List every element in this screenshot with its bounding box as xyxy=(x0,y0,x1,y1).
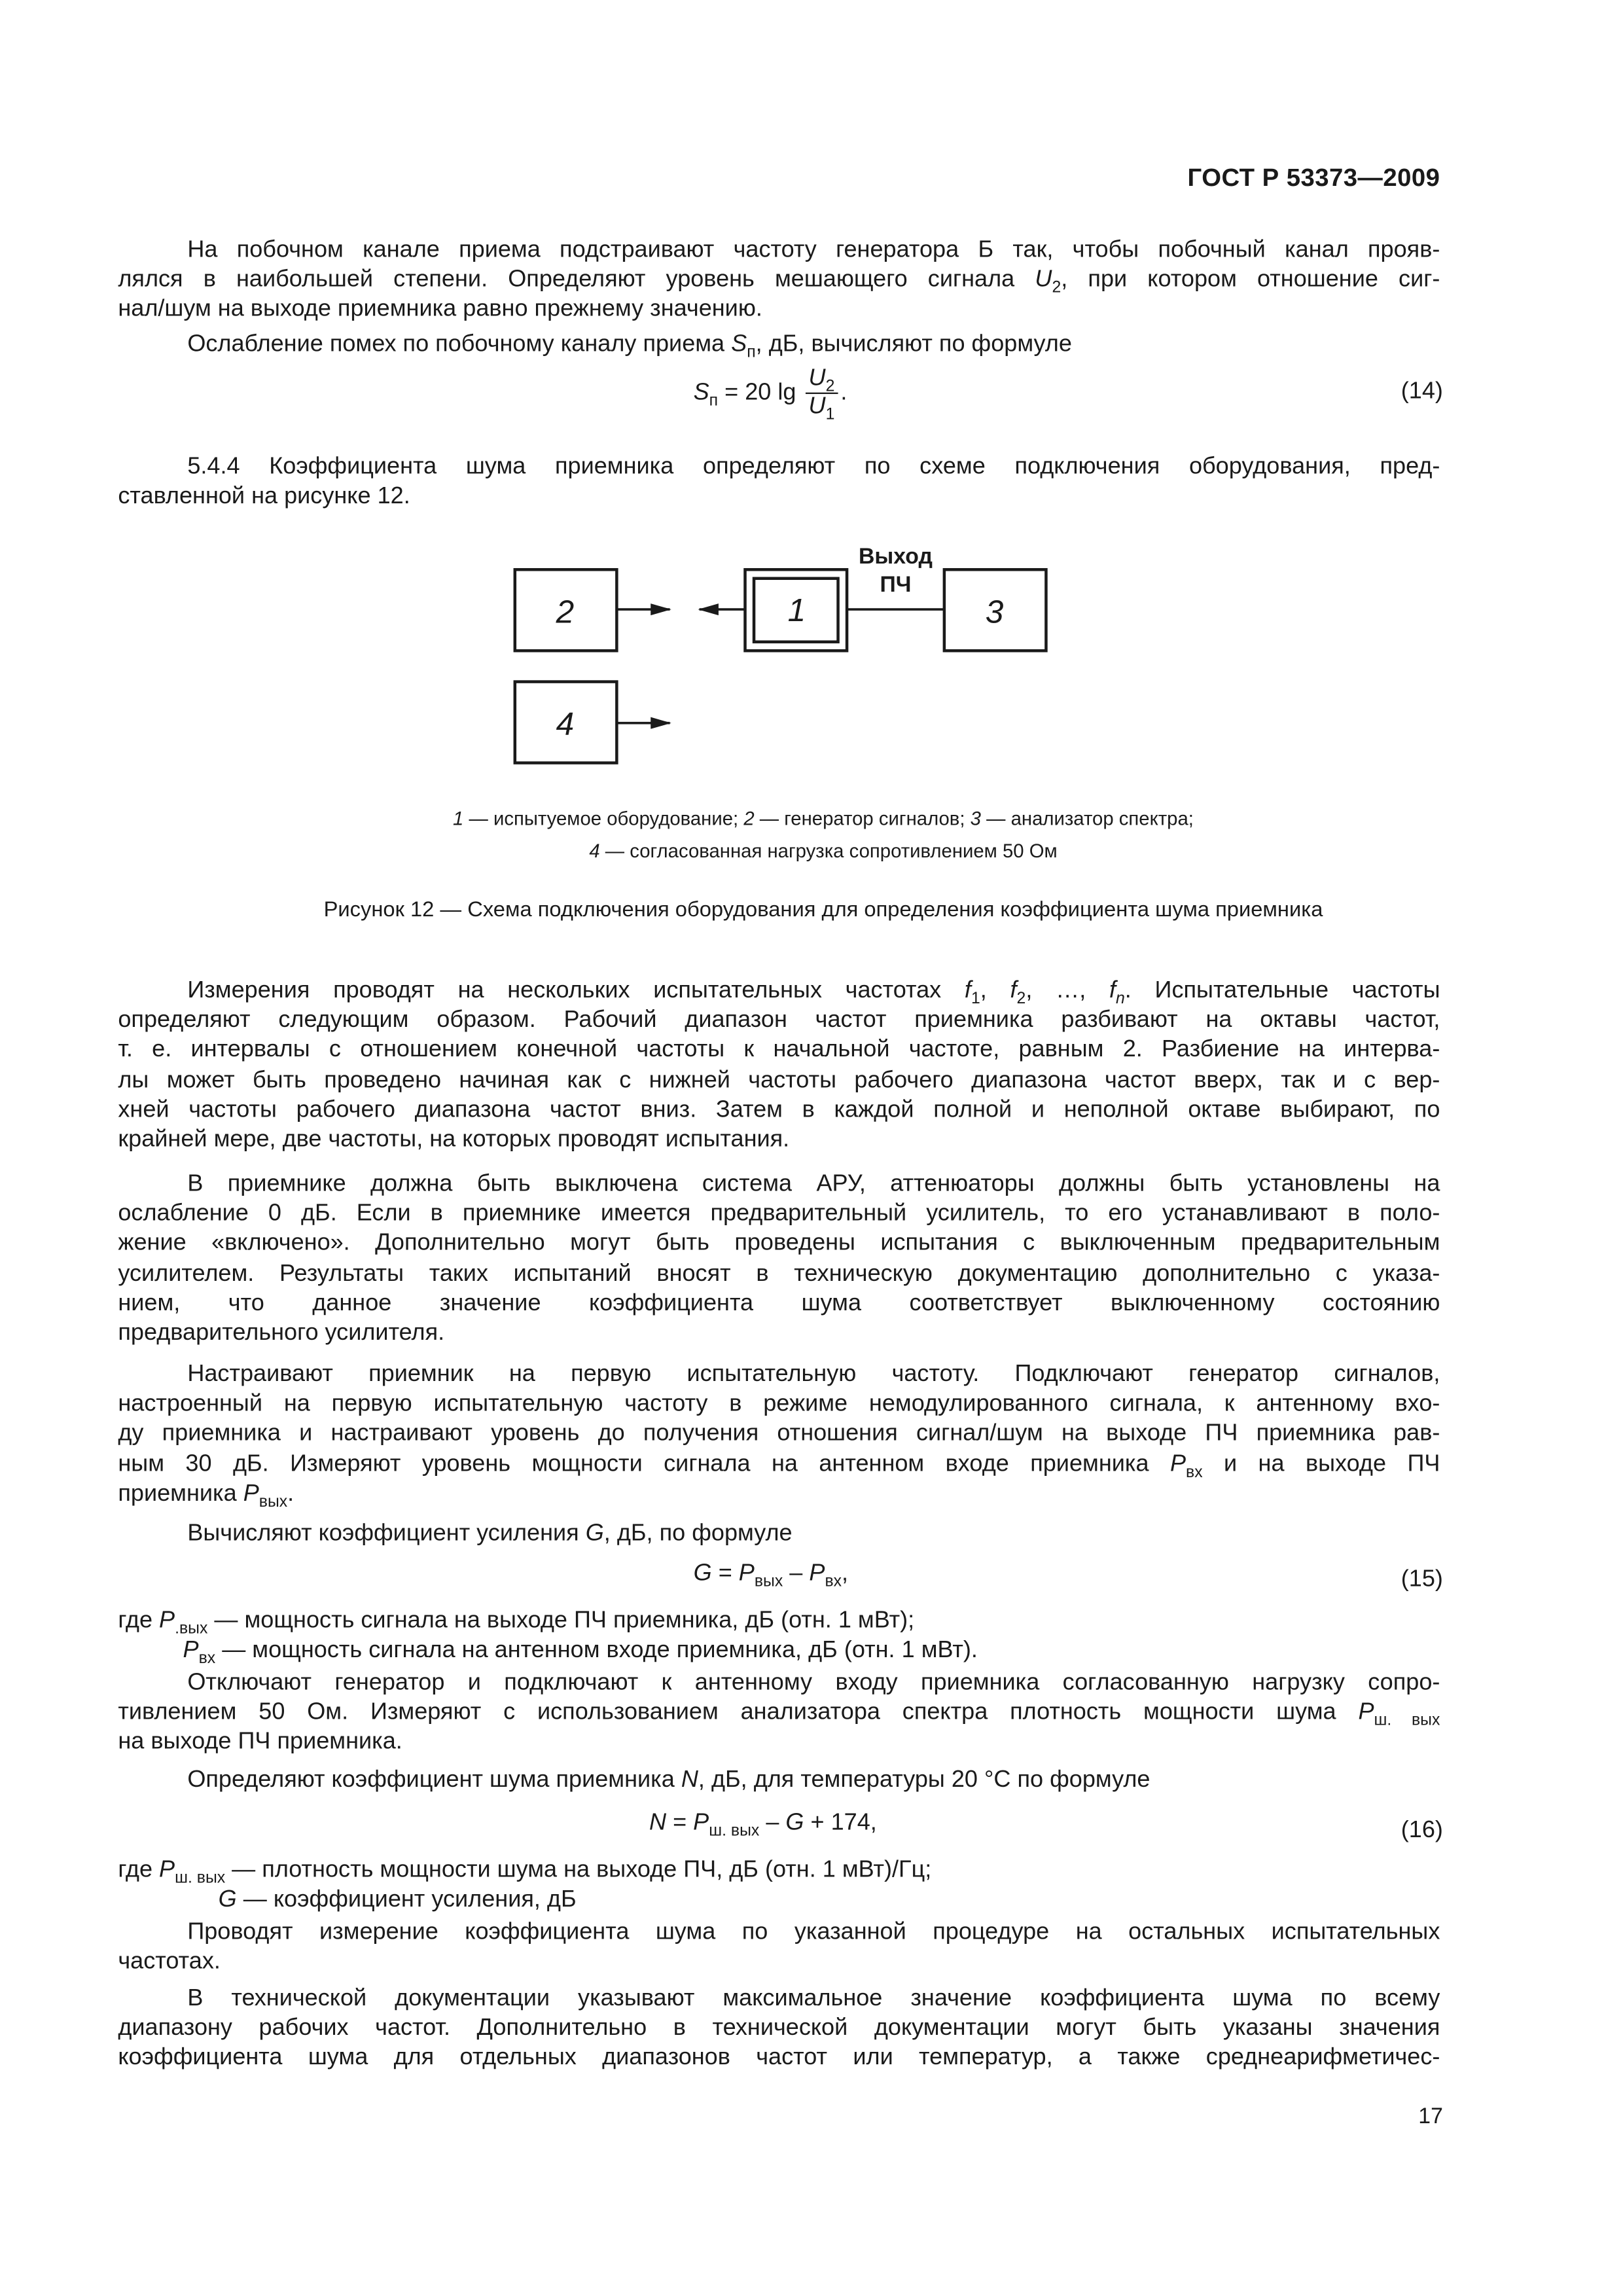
text-line: частотах. xyxy=(118,1949,221,1975)
output-label: ПЧ xyxy=(880,572,912,598)
text-line xyxy=(118,1637,1440,1667)
subscript: ш. вых xyxy=(175,1869,226,1888)
text-line: предварительного усилителя. xyxy=(118,1320,445,1346)
text-line: Отключают генератор и подключают к антенному входу приемника согласованную нагрузку сопро- xyxy=(187,1670,1440,1696)
text-run: — коэффициент усиления, дБ xyxy=(236,1887,577,1913)
subscript: 2 xyxy=(1016,990,1026,1008)
text-line: 5.4.4 Коэффициента шума приемника определяют по схеме подключения оборудования, пред- xyxy=(187,454,1440,480)
text-line xyxy=(118,1607,1440,1637)
text-run: , xyxy=(1026,978,1056,1004)
text-run: , при котором отношение сиг- xyxy=(1061,267,1440,293)
symbol-p: P xyxy=(183,1638,199,1664)
legend-text: — согласованная нагрузка сопротивлением 50 Ом xyxy=(599,839,1058,862)
eq-text: , xyxy=(842,1561,849,1587)
block-matched-load xyxy=(515,682,617,763)
text-run: , xyxy=(980,978,1010,1004)
block-spectrum-analyzer xyxy=(944,569,1046,651)
paragraph-attenuation xyxy=(118,331,1440,361)
symbol-sp: S xyxy=(731,332,747,357)
eq-symbol: G xyxy=(693,1561,712,1587)
text-run: Определяют коэффициент шума приемника xyxy=(187,1767,681,1793)
paragraph-gain xyxy=(118,1520,1440,1550)
eq-symbol: N xyxy=(649,1810,667,1836)
text-run: где xyxy=(118,1857,160,1883)
subscript: вых xyxy=(259,1493,288,1511)
symbol-n: N xyxy=(681,1767,698,1793)
eq-symbol: P xyxy=(738,1561,755,1587)
fraction-denominator xyxy=(806,393,838,424)
equation-16 xyxy=(649,1810,877,1840)
eq-symbol: S xyxy=(693,380,709,406)
paragraph-repeat-measurement xyxy=(118,1918,1440,1978)
symbol-g: G xyxy=(585,1521,604,1547)
text-line: определяют следующим образом. Рабочий диапазон частот приемника разбивают на октавы частот, xyxy=(118,1008,1440,1033)
equation-16-legend xyxy=(118,1856,1440,1916)
symbol-g: G xyxy=(218,1887,237,1913)
subscript: вх xyxy=(198,1649,216,1668)
text-line: В приемнике должна быть выключена система АРУ, аттенюаторы должны быть установлены на xyxy=(187,1172,1440,1197)
text-run: приемника xyxy=(118,1481,243,1507)
text-line xyxy=(118,1856,1440,1886)
text-line: нием, что данное значение коэффициента шума соответствует выключенному состоянию xyxy=(118,1291,1440,1316)
symbol-p: P xyxy=(1358,1700,1374,1725)
text-run: , дБ, по формуле xyxy=(603,1521,793,1547)
text-line: нал/шум на выходе приемника равно прежнему значению. xyxy=(118,297,762,323)
symbol-p: P xyxy=(1169,1451,1186,1477)
text-line: В технической документации указывают максимальное значение коэффициента шума по всему xyxy=(187,1986,1440,2011)
block-number: 3 xyxy=(985,593,1004,630)
text-run: . xyxy=(287,1481,294,1507)
output-label: Выход xyxy=(859,544,933,569)
text-run: Ослабление помех по побочному каналу приема xyxy=(187,332,732,357)
legend-number: 4 xyxy=(589,839,600,862)
block-number: 4 xyxy=(556,705,575,742)
subscript: вх xyxy=(825,1573,842,1591)
text-line: Настраивают приемник на первую испытательную частоту. Подключают генератор сигналов, xyxy=(187,1361,1440,1388)
text-line: лы может быть проведено начиная как с нижней частоты рабочего диапазона частот вверх, так и с вер- xyxy=(118,1067,1440,1093)
text-line: жение «включено». Дополнительно могут быть проведены испытания с выключенным предварительным xyxy=(118,1231,1440,1257)
block-number: 2 xyxy=(556,593,575,630)
eq-text: = xyxy=(711,1561,739,1587)
paragraph-noise-figure xyxy=(118,1767,1440,1797)
text-line: диапазону рабочих частот. Дополнительно в технической документации могут быть указаны значения xyxy=(118,2016,1440,2041)
text-line xyxy=(118,1480,1440,1510)
text-run: Вычисляют коэффициент усиления xyxy=(187,1521,586,1547)
text-line xyxy=(118,1698,1440,1729)
equation-number: (16) xyxy=(1400,1818,1443,1843)
text-line: коэффициента шума для отдельных диапазонов частот или температур, а также среднеарифметичес- xyxy=(118,2045,1440,2071)
symbol-f: f xyxy=(1109,978,1116,1004)
subscript: n xyxy=(1116,990,1125,1008)
page-number: 17 xyxy=(1418,2104,1443,2130)
text-line xyxy=(118,977,1440,1007)
text-line xyxy=(118,1450,1440,1480)
text-run: . Испытательные частоты xyxy=(1124,978,1440,1004)
text-run: , xyxy=(1079,978,1109,1004)
subscript: вых xyxy=(754,1573,783,1591)
connection-diagram xyxy=(502,537,1063,774)
subscript: .вых xyxy=(175,1620,208,1638)
legend-text: — испытуемое оборудование; xyxy=(463,807,744,830)
text-line: ду приемника и настраивают уровень до получения отношения сигнал/шум на выходе ПЧ приемника рав- xyxy=(118,1421,1440,1447)
text-line xyxy=(118,1886,1440,1916)
figure-legend xyxy=(118,802,1528,867)
paragraph-5-4-4 xyxy=(118,453,1440,512)
block-signal-generator xyxy=(515,569,617,651)
symbol-u2: U xyxy=(1035,267,1052,293)
legend-line xyxy=(118,802,1528,835)
text-run: — мощность сигнала на антенном входе приемника, дБ (отн. 1 мВт). xyxy=(215,1638,978,1664)
fraction xyxy=(806,366,838,424)
paragraph-documentation xyxy=(118,1984,1440,2074)
paragraph-tuning xyxy=(118,1361,1440,1510)
legend-line xyxy=(118,835,1528,868)
text-line: крайней мере, две частоты, на которых проводят испытания. xyxy=(118,1127,790,1153)
text-run: — плотность мощности шума на выходе ПЧ, дБ (отн. 1 мВт)/Гц; xyxy=(225,1857,932,1883)
subscript: вх xyxy=(1186,1463,1203,1481)
text-line: настроенный на первую испытательную частоту в режиме немодулированного сигнала, к антенному вхо- xyxy=(118,1391,1440,1417)
legend-number: 1 xyxy=(453,807,464,830)
eq-symbol: G xyxy=(785,1810,804,1836)
subscript: 1 xyxy=(825,405,835,424)
subscript: 2 xyxy=(825,378,835,396)
subscript: ш. вых xyxy=(1374,1712,1440,1730)
legend-text: — анализатор спектра; xyxy=(980,807,1194,830)
subscript: п xyxy=(709,392,719,410)
text-run: где xyxy=(118,1608,160,1634)
text-line: ослабление 0 дБ. Если в приемнике имеется предварительный усилитель, то его устанавливают в поло- xyxy=(118,1201,1440,1227)
symbol-p: P xyxy=(159,1608,175,1634)
text-line: т. е. интервалы с отношением конечной частоты к начальной частоте, равным 2. Разбиение на интерва- xyxy=(118,1037,1440,1064)
subscript: 2 xyxy=(1052,279,1061,297)
block-equipment-under-test xyxy=(745,569,847,651)
eq-text: . xyxy=(840,380,847,406)
symbol-f: f xyxy=(1010,978,1017,1004)
paragraph-test-frequencies xyxy=(118,977,1440,1155)
text-line: усилителем. Результаты таких испытаний вносят в техническую документацию дополнительно с указа- xyxy=(118,1261,1440,1287)
text-run: … xyxy=(1056,978,1080,1004)
symbol-f: f xyxy=(964,978,971,1004)
text-run: , дБ, для температуры 20 °С по формуле xyxy=(698,1767,1150,1793)
subscript: 1 xyxy=(971,990,980,1008)
subscript: п xyxy=(747,344,756,362)
eq-symbol: U xyxy=(808,393,826,420)
equation-15 xyxy=(693,1561,849,1591)
text-line: На побочном канале приема подстраивают частоту генератора Б так, чтобы побочный канал прояв- xyxy=(187,237,1440,263)
text-run: — мощность сигнала на выходе ПЧ приемника, дБ (отн. 1 мВт); xyxy=(207,1608,915,1634)
equation-number: (14) xyxy=(1400,379,1443,404)
symbol-p: P xyxy=(159,1857,175,1883)
text-line xyxy=(118,266,1440,296)
paragraph-side-channel xyxy=(118,236,1440,326)
eq-text: = xyxy=(666,1810,694,1836)
equation-14 xyxy=(693,366,847,424)
text-line: на выходе ПЧ приемника. xyxy=(118,1730,402,1755)
text-run: Измерения проводят на нескольких испытательных частотах xyxy=(187,978,965,1004)
paragraph-agc xyxy=(118,1170,1440,1349)
eq-text: – xyxy=(783,1561,810,1587)
eq-text: – xyxy=(759,1810,786,1836)
text-run: и на выходе ПЧ xyxy=(1202,1451,1440,1477)
legend-number: 2 xyxy=(743,807,755,830)
legend-number: 3 xyxy=(970,807,981,830)
eq-text: = 20 lg xyxy=(718,380,803,406)
paragraph-noise-density xyxy=(118,1669,1440,1759)
fraction-numerator xyxy=(806,366,838,394)
text-run: тивлением 50 Ом. Измеряют с использованием анализатора спектра плотность мощности шума xyxy=(118,1700,1359,1725)
subscript: ш. вых xyxy=(709,1822,760,1840)
eq-symbol: P xyxy=(809,1561,825,1587)
equation-15-legend xyxy=(118,1607,1440,1666)
equation-number: (15) xyxy=(1400,1567,1443,1592)
eq-symbol: P xyxy=(693,1810,709,1836)
block-number: 1 xyxy=(787,592,806,629)
text-run: лялся в наибольшей степени. Определяют уровень мешающего сигнала xyxy=(118,267,1035,293)
standard-header: ГОСТ Р 53373—2009 xyxy=(1187,164,1440,192)
text-line: ставленной на рисунке 12. xyxy=(118,484,410,510)
symbol-p: P xyxy=(243,1481,259,1507)
legend-text: — генератор сигналов; xyxy=(754,807,971,830)
text-run: , дБ, вычисляют по формуле xyxy=(755,332,1072,357)
text-run: ным 30 дБ. Измеряют уровень мощности сигнала на антенном входе приемника xyxy=(118,1451,1170,1477)
eq-symbol: U xyxy=(808,366,826,391)
eq-text: + 174, xyxy=(804,1810,877,1836)
text-line: Проводят измерение коэффициента шума по указанной процедуре на остальных испытательных xyxy=(187,1920,1440,1945)
text-line: хней частоты рабочего диапазона частот вниз. Затем в каждой полной и неполной октаве выбирают, по xyxy=(118,1097,1440,1123)
figure-title: Рисунок 12 — Схема подключения оборудования для определения коэффициента шума приемника xyxy=(323,898,1323,923)
